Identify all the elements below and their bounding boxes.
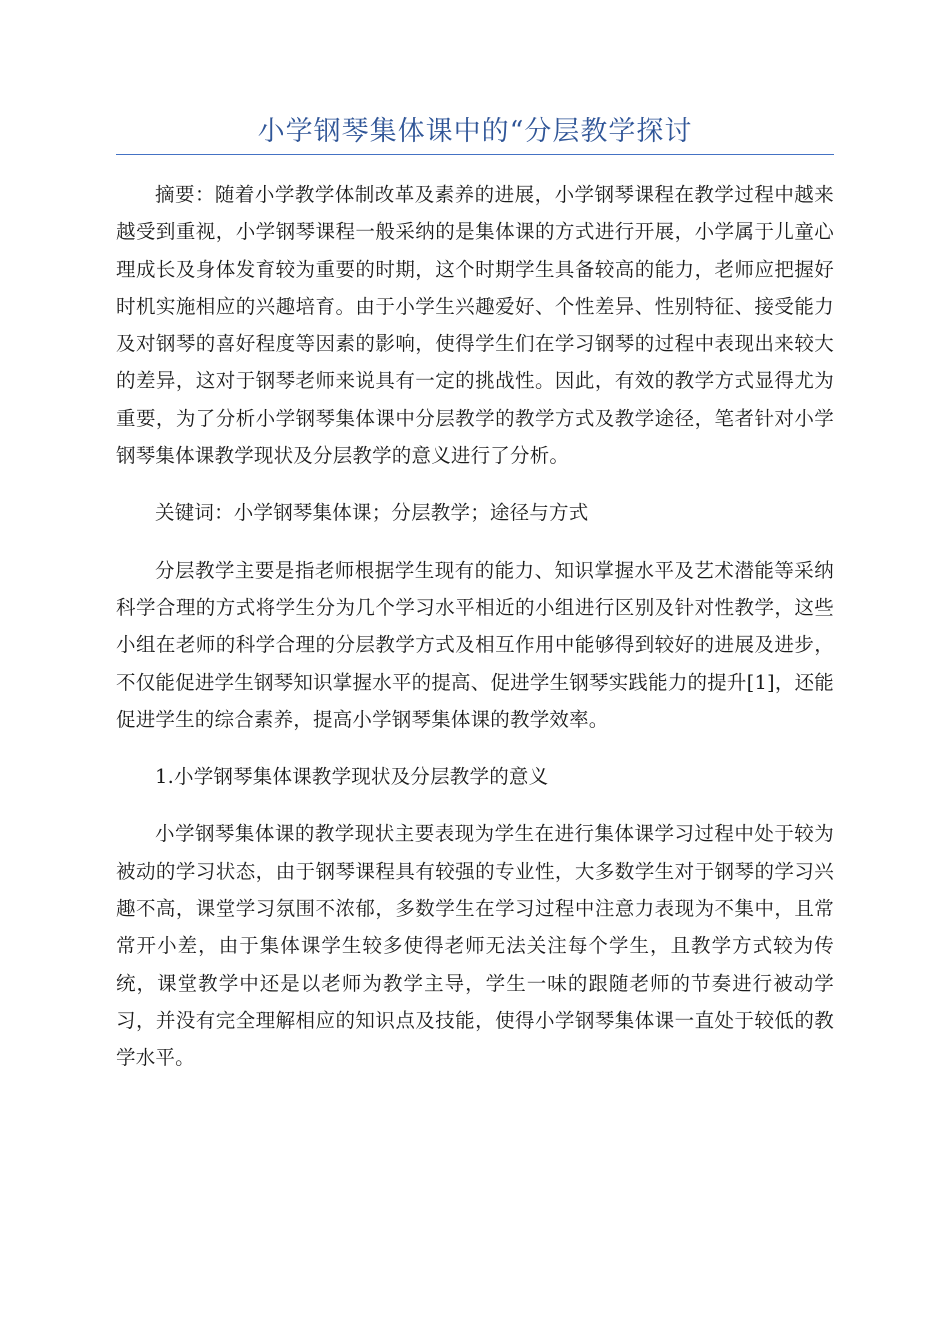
abstract-paragraph: 摘要：随着小学教学体制改革及素养的进展，小学钢琴课程在教学过程中越来越受到重视，小学钢琴课程一般采纳的是集体课的方式进行开展，小学属于儿童心理成长及身体发育较为重要的时期，这个时期学生具备较高的能力，老师应把握好时机实施相应的兴趣培育。由于小学生兴趣爱好、个性差异、性别特征、接受能力及对钢琴的喜好程度等因素的影响，使得学生们在学习钢琴的过程中表现出来较大的差异，这对于钢琴老师来说具有一定的挑战性。因此，有效的教学方式显得尤为重要，为了分析小学钢琴集体课中分层教学的教学方式及教学途径，笔者针对小学钢琴集体课教学现状及分层教学的意义进行了分析。 xyxy=(116,183,834,468)
document-body xyxy=(116,176,834,1097)
section-paragraph: 小学钢琴集体课的教学现状主要表现为学生在进行集体课学习过程中处于较为被动的学习状态，由于钢琴课程具有较强的专业性，大多数学生对于钢琴的学习兴趣不高，课堂学习氛围不浓郁，多数学生在学习过程中注意力表现为不集中，且常常开小差，由于集体课学生较多使得老师无法关注每个学生，且教学方式较为传统，课堂教学中还是以老师为教学主导，学生一味的跟随老师的节奏进行被动学习，并没有完全理解相应的知识点及技能，使得小学钢琴集体课一直处于较低的教学水平。 xyxy=(116,822,834,1070)
intro-paragraph: 分层教学主要是指老师根据学生现有的能力、知识掌握水平及艺术潜能等采纳科学合理的方式将学生分为几个学习水平相近的小组进行区别及针对性教学，这些小组在老师的科学合理的分层教学方式及相互作用中能够得到较好的进展及进步，不仅能促进学生钢琴知识掌握水平的提高、促进学生钢琴实践能力的提升[1]，还能促进学生的综合素养，提高小学钢琴集体课的教学效率。 xyxy=(116,558,834,731)
title-underline xyxy=(116,154,834,155)
keywords-paragraph: 关键词：小学钢琴集体课；分层教学；途径与方式 xyxy=(155,501,589,525)
section-heading: 1.小学钢琴集体课教学现状及分层教学的意义 xyxy=(155,765,549,789)
document-title: 小学钢琴集体课中的“分层教学探讨 xyxy=(257,116,693,147)
